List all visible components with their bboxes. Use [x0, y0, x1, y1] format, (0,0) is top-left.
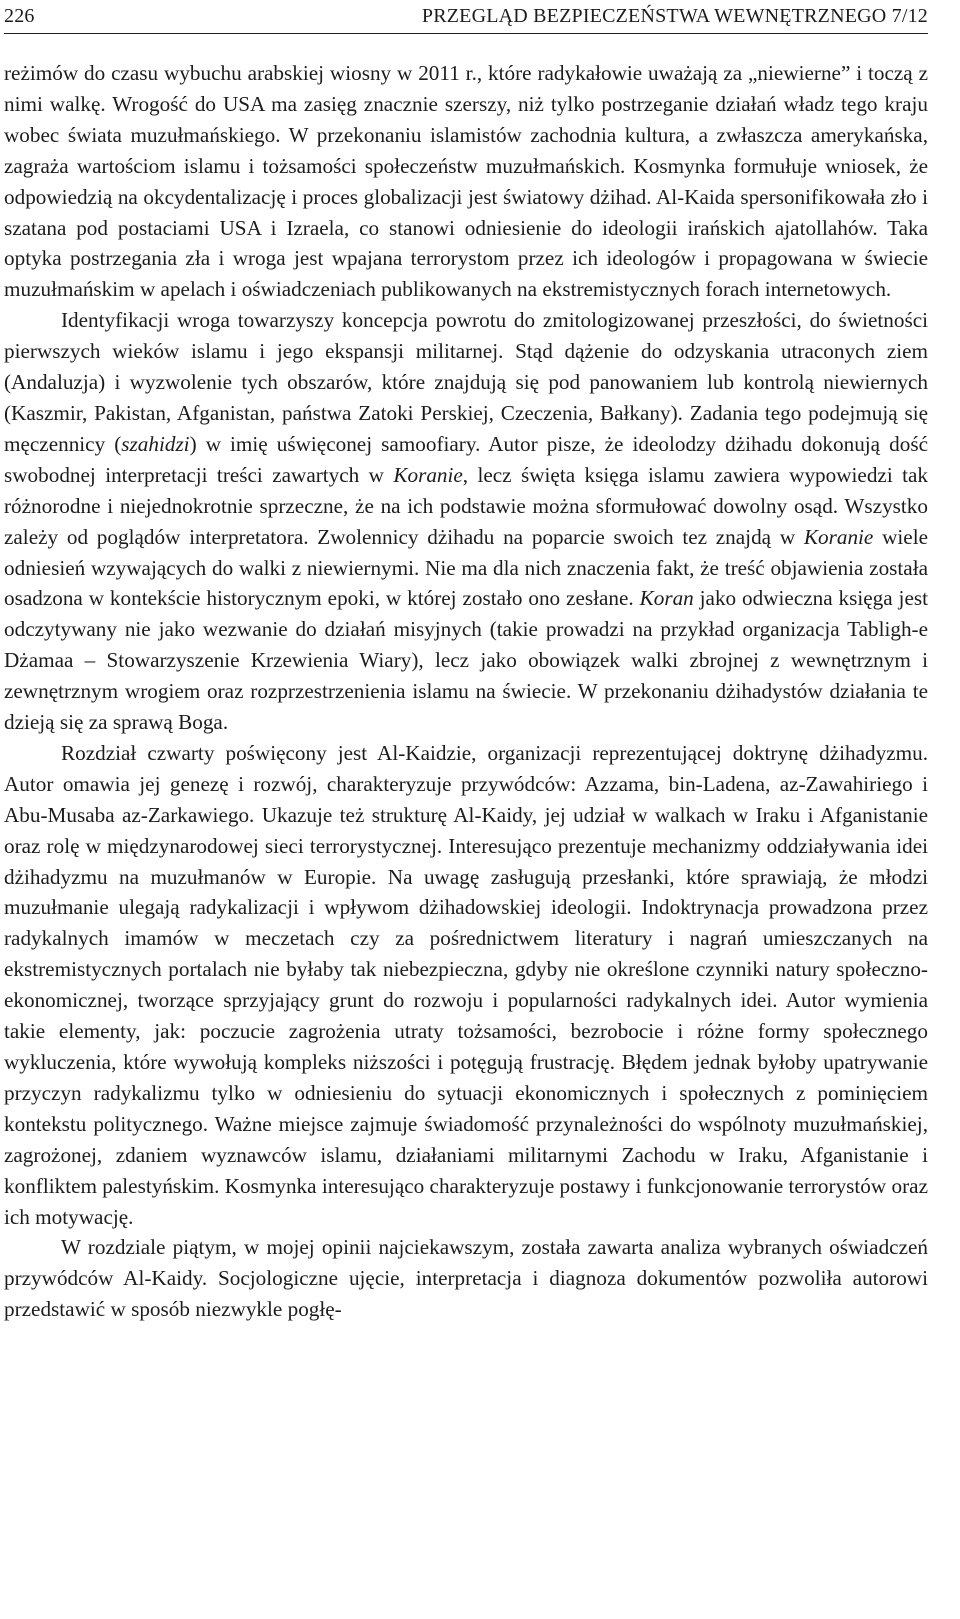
body-text	[4, 58, 928, 1325]
header-rule	[4, 33, 928, 34]
paragraph	[4, 305, 928, 738]
paragraph	[4, 58, 928, 305]
text-run: Rozdział czwarty poświęcony jest Al-Kaidzie, organizacji reprezentującej doktrynę dżihadyzmu. Autor omawia jej genezę i rozwój, charakteryzuje przywódców: Azzama, bin-Ladena, az-Zawahiriego i Abu-Musaba az-Zarkawiego. Ukazuje też strukturę Al-Kaidy, jej udział w walkach w Iraku i Afganistanie oraz rolę w międzynarodowej sieci terrorystycznej. Interesująco prezentuje mechanizmy oddziaływania idei dżihadyzmu na muzułmanów w Europie. Na uwagę zasługują przesłanki, które sprawiają, że młodzi muzułmanie ulegają radykalizacji i wpływom dżihadowskiej ideologii. Indoktrynacja prowadzona przez radykalnych imamów w meczetach czy za pośrednictwem literatury i nagrań umieszczanych na ekstremistycznych portalach nie byłaby tak niebezpieczna, gdyby nie określone czynniki natury społeczno-ekonomicznej, tworzące sprzyjający grunt do rozwoju i popularności radykalnych idei. Autor wymienia takie elementy, jak: poczucie zagrożenia utraty tożsamości, bezrobocie i różne formy społecznego wykluczenia, które wywołują kompleks niższości i potęgują frustrację. Błędem jednak byłoby upatrywanie przyczyn radykalizmu tylko w odniesieniu do sytuacji ekonomicznych i społecznych z pominięciem kontekstu politycznego. Ważne miejsce zajmuje świadomość przynależności do wspólnoty muzułmańskiej, zagrożonej, zdaniem wyznawców islamu, działaniami militarnymi Zachodu w Iraku, Afganistanie i konfliktem palestyńskim. Kosmynka interesująco charakteryzuje postawy i funkcjonowanie terrorystów oraz ich motywację.	[4, 740, 928, 1229]
italic-term: Koranie	[803, 524, 874, 549]
italic-term: szahidzi	[121, 431, 190, 456]
text-run: wiele odniesień wzywających do walki z niewiernymi. Nie ma dla nich znaczenia fakt, że treść objawienia została osadzona w kontekście historycznym epoki, w której zostało ono zesłane.	[4, 524, 928, 611]
running-header	[4, 2, 928, 32]
text-run: Identyfikacji wroga towarzyszy koncepcja powrotu do zmitologizowanej przeszłości, do świetności pierwszych wieków islamu i jego ekspansji militarnej. Stąd dążenie do odzyskania utraconych ziem (Andaluzja) i wyzwolenie tych obszarów, które znajdują się pod panowaniem lub kontrolą niewiernych (Kaszmir, Pakistan, Afganistan, państwa Zatoki Perskiej, Czeczenia, Bałkany). Zadania tego podejmują się męczennicy (	[4, 308, 928, 456]
italic-term: Koran	[639, 586, 694, 611]
italic-term: Koranie	[393, 462, 463, 487]
text-run: jako odwieczna księga jest odczytywany nie jako wezwanie do działań misyjnych (takie prowadzi na przykład organizacja Tabligh-e Dżamaa – Stowarzyszenie Krzewienia Wiary), lecz jako obowiązek walki zbrojnej z wewnętrznym i zewnętrznym wrogiem oraz rozprzestrzenienia islamu na świecie. W przekonaniu dżihadystów działania te dzieją się za sprawą Boga.	[4, 586, 928, 735]
text-run: ) w imię uświęconej samoofiary. Autor pisze, że ideolodzy dżihadu dokonują dość swobodnej interpretacji treści zawartych w	[4, 431, 928, 487]
text-run: reżimów do czasu wybuchu arabskiej wiosny w 2011 r., które radykałowie uważają za „niewierne” i toczą z nimi walkę. Wrogość do USA ma zasięg znacznie szerszy, niż tylko postrzeganie działań władz tego kraju wobec świata muzułmańskiego. W przekonaniu islamistów zachodnia kultura, a zwłaszcza amerykańska, zagraża wartościom islamu i tożsamości społeczeństw muzułmańskich. Kosmynka formułuje wniosek, że odpowiedzią na okcydentalizację i proces globalizacji jest światowy dżihad. Al-Kaida spersonifikowała zło i szatana pod postaciami USA i Izraela, co stanowi odniesienie do ideologii irańskich ajatollahów. Taka optyka postrzegania zła i wroga jest wpajana terrorystom przez ich ideologów i propagowana w świecie muzułmańskim w apelach i oświadczeniach publikowanych na ekstremistycznych forach internetowych.	[4, 61, 928, 302]
paragraph	[4, 738, 928, 1233]
page-number: 226	[4, 5, 35, 27]
text-run: , lecz święta księga islamu zawiera wypowiedzi tak różnorodne i niejednokrotnie sprzeczne, że na ich podstawie można sformułować dowolny osąd. Wszystko zależy od poglądów interpretatora. Zwolennicy dżihadu na poparcie swoich tez znajdą w	[4, 462, 928, 549]
text-run: W rozdziale piątym, w mojej opinii najciekawszym, została zawarta analiza wybranych oświadczeń przywódców Al-Kaidy. Socjologiczne ujęcie, interpretacja i diagnoza dokumentów pozwoliła autorowi przedstawić w sposób niezwykle pogłę-	[4, 1235, 928, 1322]
paragraph	[4, 1232, 928, 1325]
journal-title: PRZEGLĄD BEZPIECZEŃSTWA WEWNĘTRZNEGO 7/12	[421, 5, 928, 27]
